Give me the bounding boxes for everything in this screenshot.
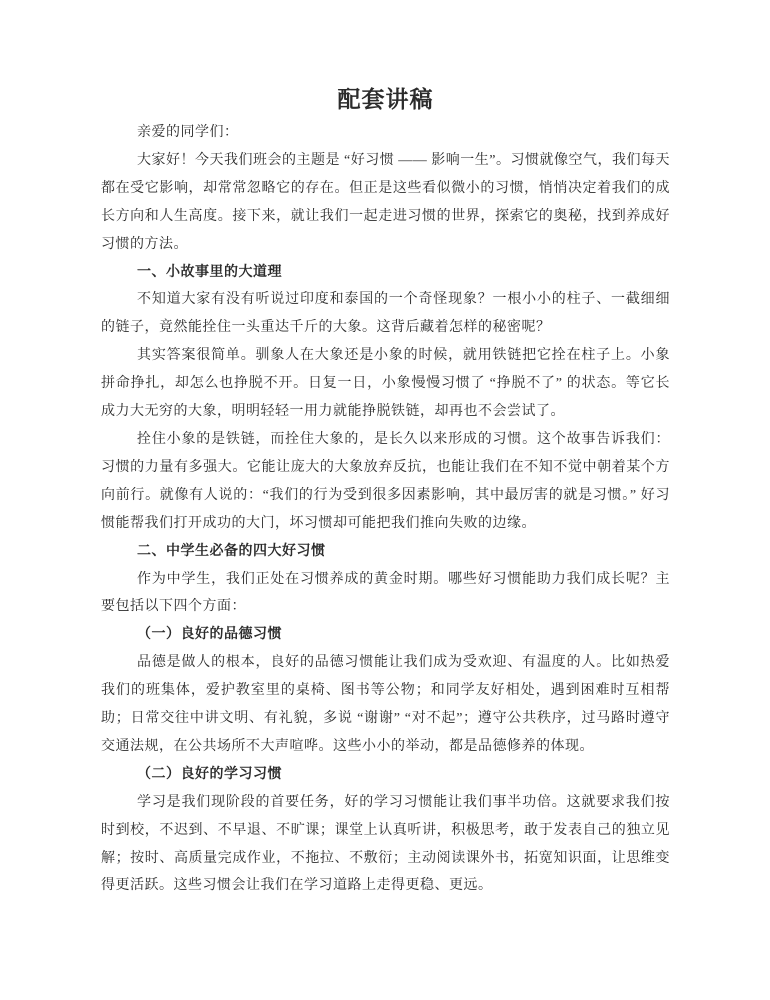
- section-heading-2: 二、中学生必备的四大好习惯: [137, 543, 326, 559]
- page-title: [101, 82, 670, 118]
- paragraph-story-moral: 拴住小象的是铁链，而拴住大象的，是长久以来形成的习惯。这个故事告诉我们：习惯的力量有多强大。它能让庞大的大象放弃反抗，也能让我们在不知不觉中朝着某个方向前行。就像有人说的：“我们的行为受到很多因素影响，其中最厉害的就是习惯。” 好习惯能帮我们打开成功的大门，坏习惯却可能把我们推向失败的边缘。: [101, 431, 670, 531]
- subsection-heading-2: （二）良好的学习习惯: [137, 766, 282, 782]
- paragraph-story-question: 不知道大家有没有听说过印度和泰国的一个奇怪现象？一根小小的柱子、一截细细的链子，竟然能拴住一头重达千斤的大象。这背后藏着怎样的秘密呢？: [101, 292, 670, 336]
- paragraph-section2-intro: 作为中学生，我们正处在习惯养成的黄金时期。哪些好习惯能助力我们成长呢？主要包括以下四个方面：: [101, 571, 670, 615]
- subsection-heading-1: （一）良好的品德习惯: [137, 627, 282, 643]
- paragraph-story-answer: 其实答案很简单。驯象人在大象还是小象的时候，就用铁链把它拴在柱子上。小象拼命挣扎，却怎么也挣脱不开。日复一日，小象慢慢习惯了 “挣脱不了” 的状态。等它长成力大无穷的大象，明明轻轻一用力就能挣脱铁链，却再也不会尝试了。: [101, 348, 670, 420]
- paragraph-study-habits: 学习是我们现阶段的首要任务，好的学习习惯能让我们事半功倍。这就要求我们按时到校，不迟到、不早退、不旷课；课堂上认真听讲，积极思考，敢于发表自己的独立见解；按时、高质量完成作业，不拖拉、不敷衍；主动阅读课外书，拓宽知识面，让思维变得更活跃。这些习惯会让我们在学习道路上走得更稳、更远。: [101, 794, 670, 894]
- paragraph-intro: 大家好！今天我们班会的主题是 “好习惯 —— 影响一生”。习惯就像空气，我们每天都在受它影响，却常常忽略它的存在。但正是这些看似微小的习惯，悄悄决定着我们的成长方向和人生高度。接下来，就让我们一起走进习惯的世界，探索它的奥秘，找到养成好习惯的方法。: [101, 152, 670, 252]
- paragraph-salutation: 亲爱的同学们：: [137, 125, 239, 140]
- page-title-text: 配套讲稿: [337, 87, 434, 112]
- section-heading-1: 一、小故事里的大道理: [137, 264, 282, 280]
- paragraph-moral-habits: 品德是做人的根本，良好的品德习惯能让我们成为受欢迎、有温度的人。比如热爱我们的班集体，爱护教室里的桌椅、图书等公物；和同学友好相处，遇到困难时互相帮助；日常交往中讲文明、有礼貌，多说 “谢谢” “对不起”；遵守公共秩序，过马路时遵守交通法规，在公共场所不大声喧哗。这些小小的举动，都是品德修养的体现。: [101, 655, 670, 754]
